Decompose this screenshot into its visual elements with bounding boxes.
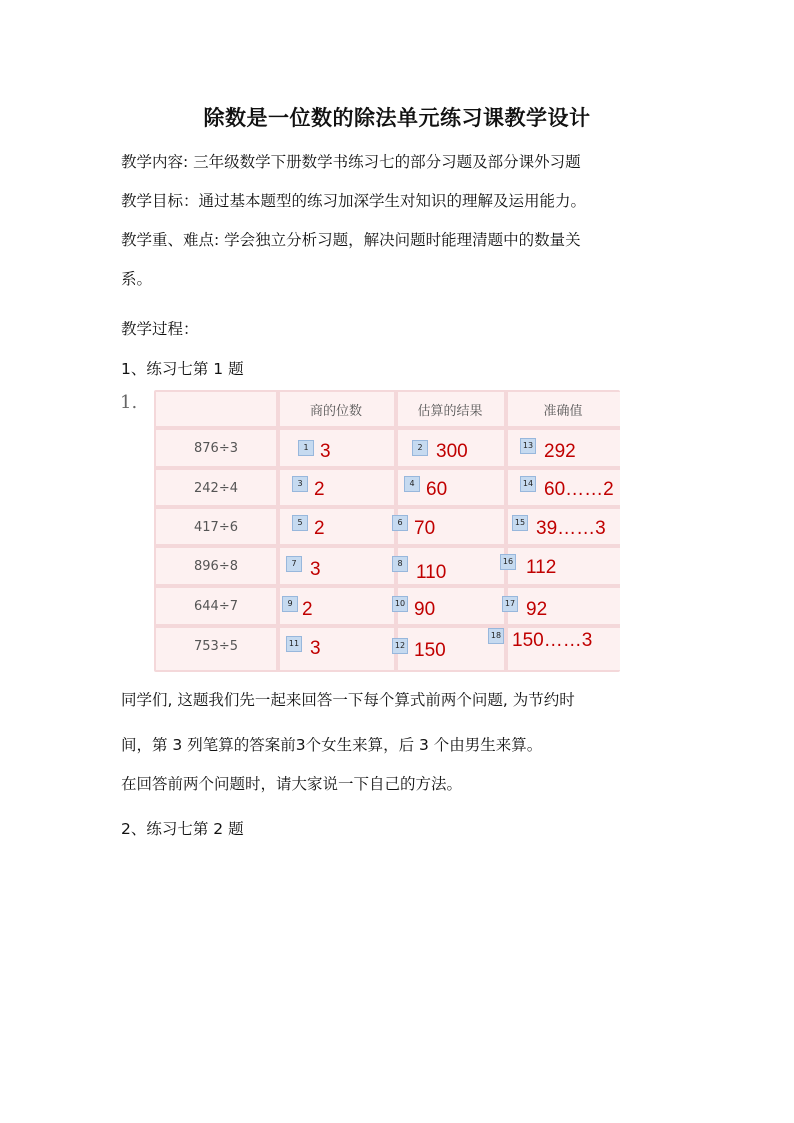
exercise-1-heading: 1、练习七第 1 题 <box>121 360 244 378</box>
expression: 876÷3 <box>194 441 238 456</box>
answer-tag: 3 <box>292 476 308 492</box>
expression: 417÷6 <box>194 520 238 535</box>
teaching-key-points-cont: 系。 <box>121 270 153 288</box>
handwritten-answer: 3 <box>320 441 331 462</box>
answer-tag: 5 <box>292 515 308 531</box>
teaching-key-points: 教学重、难点: 学会独立分析习题，解决问题时能理清题中的数量关 <box>121 231 581 249</box>
handwritten-answer: 60……2 <box>544 479 614 500</box>
answer-tag: 12 <box>392 638 408 654</box>
handwritten-answer: 2 <box>302 599 313 620</box>
answer-tag: 9 <box>282 596 298 612</box>
column-header: 准确值 <box>543 404 583 419</box>
exercise-table <box>154 390 620 672</box>
handwritten-answer: 300 <box>436 441 468 462</box>
handwritten-answer: 2 <box>314 479 325 500</box>
handwritten-answer: 150……3 <box>512 630 593 651</box>
exercise-2-heading: 2、练习七第 2 题 <box>121 820 244 838</box>
instruction-line-1: 同学们, 这题我们先一起来回答一下每个算式前两个问题, 为节约时 <box>121 691 575 709</box>
column-header: 估算的结果 <box>417 404 483 419</box>
answer-tag: 2 <box>412 440 428 456</box>
document-title: 除数是一位数的除法单元练习课教学设计 <box>203 105 591 130</box>
answer-tag: 4 <box>404 476 420 492</box>
answer-tag: 11 <box>286 636 302 652</box>
teaching-goal: 教学目标：通过基本题型的练习加深学生对知识的理解及运用能力。 <box>121 192 587 210</box>
answer-tag: 6 <box>392 515 408 531</box>
handwritten-answer: 110 <box>416 562 447 583</box>
answer-tag: 13 <box>520 438 536 454</box>
answer-cell <box>398 548 504 584</box>
instruction-line-3: 在回答前两个问题时，请大家说一下自己的方法。 <box>121 775 463 793</box>
answer-tag: 18 <box>488 628 504 644</box>
answer-tag: 7 <box>286 556 302 572</box>
handwritten-answer: 70 <box>414 518 436 539</box>
answer-tag: 10 <box>392 596 408 612</box>
handwritten-answer: 150 <box>414 640 446 661</box>
column-header: 商的位数 <box>309 404 362 419</box>
answer-cell <box>508 588 620 624</box>
expression: 242÷4 <box>194 481 238 496</box>
expression: 753÷5 <box>194 639 238 654</box>
handwritten-answer: 3 <box>310 559 321 580</box>
teaching-content: 教学内容: 三年级数学下册数学书练习七的部分习题及部分课外习题 <box>121 153 581 171</box>
answer-cell <box>508 548 620 584</box>
answer-tag: 15 <box>512 515 528 531</box>
header-cell <box>156 392 276 426</box>
handwritten-answer: 292 <box>544 441 576 462</box>
answer-tag: 1 <box>298 440 314 456</box>
expression: 896÷8 <box>194 559 238 574</box>
handwritten-answer: 90 <box>414 599 436 620</box>
instruction-line-2: 间，第 3 列笔算的答案前3个女生来算，后 3 个由男生来算。 <box>121 736 543 754</box>
handwritten-answer: 3 <box>310 638 321 659</box>
expression: 644÷7 <box>194 599 238 614</box>
answer-tag: 8 <box>392 556 408 572</box>
teaching-process-heading: 教学过程： <box>121 320 199 338</box>
handwritten-answer: 39……3 <box>536 518 606 539</box>
figure-number: 1. <box>120 392 138 413</box>
handwritten-answer: 2 <box>314 518 325 539</box>
handwritten-answer: 92 <box>526 599 548 620</box>
handwritten-answer: 112 <box>526 557 557 578</box>
answer-tag: 16 <box>500 554 516 570</box>
answer-tag: 17 <box>502 596 518 612</box>
handwritten-answer: 60 <box>426 479 448 500</box>
exercise-figure <box>120 390 620 672</box>
answer-tag: 14 <box>520 476 536 492</box>
